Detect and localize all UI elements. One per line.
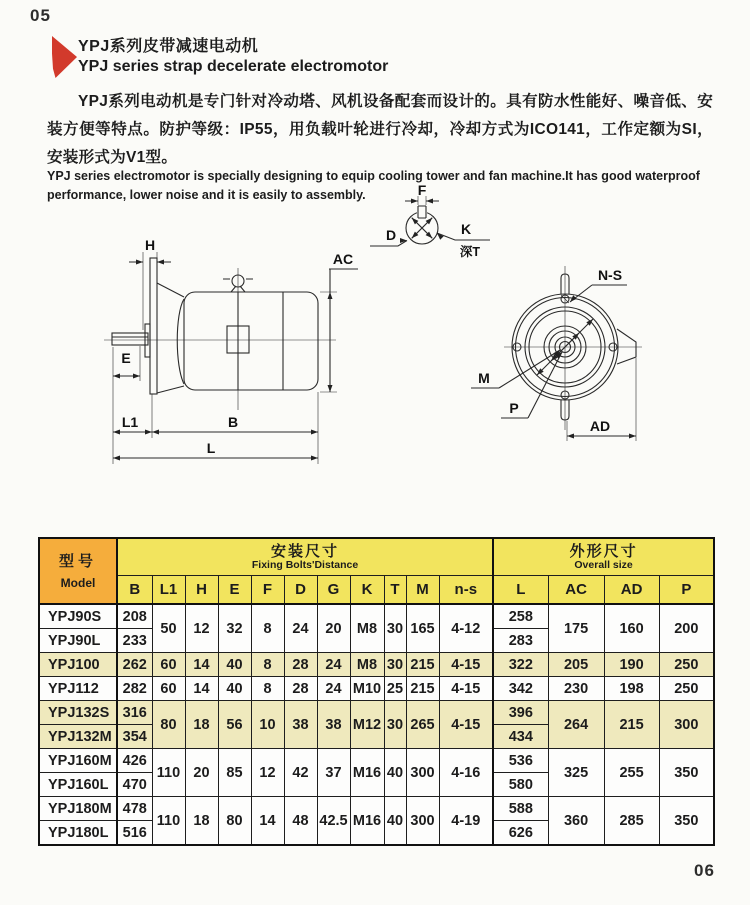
cell-L1: 80 — [152, 701, 185, 749]
cell-AC: 325 — [548, 749, 604, 797]
cell-ns: 4-15 — [439, 701, 493, 749]
cell-T: 30 — [384, 701, 406, 749]
cell-AC: 205 — [548, 653, 604, 677]
cell-L1: 60 — [152, 677, 185, 701]
cell-model: YPJ90L — [39, 629, 117, 653]
cell-ns: 4-12 — [439, 604, 493, 653]
col-header-L1: L1 — [152, 576, 185, 605]
cell-T: 30 — [384, 653, 406, 677]
cell-K: M8 — [350, 604, 384, 653]
dimension-arrowheads — [113, 199, 636, 461]
cell-F: 14 — [251, 797, 284, 846]
cell-model: YPJ160L — [39, 773, 117, 797]
model-header-zh: 型号 — [58, 552, 97, 570]
table-row-YPJ160M — [39, 749, 714, 773]
cell-F: 8 — [251, 653, 284, 677]
cell-M: 265 — [406, 701, 439, 749]
cell-H: 18 — [185, 701, 218, 749]
cell-T: 25 — [384, 677, 406, 701]
cell-H: 18 — [185, 797, 218, 846]
cell-AC: 360 — [548, 797, 604, 846]
cell-L1: 110 — [152, 749, 185, 797]
cell-ns: 4-15 — [439, 677, 493, 701]
column-header-row — [39, 576, 714, 605]
cell-D: 28 — [284, 677, 317, 701]
cell-AD: 255 — [604, 749, 659, 797]
cell-B: 262 — [117, 653, 152, 677]
cell-model: YPJ100 — [39, 653, 117, 677]
group2-zh: 外形尺寸 — [569, 542, 638, 560]
cell-ns: 4-16 — [439, 749, 493, 797]
dim-label-h: H — [144, 237, 156, 253]
dim-label-b: B — [227, 414, 239, 430]
cell-AD: 160 — [604, 604, 659, 653]
col-header-K: K — [350, 576, 384, 605]
cell-L1: 110 — [152, 797, 185, 846]
cell-model: YPJ180M — [39, 797, 117, 821]
cell-model: YPJ180L — [39, 821, 117, 846]
cell-H: 14 — [185, 677, 218, 701]
col-header-M: M — [406, 576, 439, 605]
cell-B: 478 — [117, 797, 152, 821]
page-number-top: 05 — [30, 6, 51, 25]
cell-L: 626 — [493, 821, 548, 846]
group1-en: Fixing Bolts'Distance — [251, 558, 359, 571]
cell-E: 56 — [218, 701, 251, 749]
cell-L: 396 — [493, 701, 548, 725]
cell-E: 85 — [218, 749, 251, 797]
motor-body — [184, 292, 318, 390]
cell-model: YPJ90S — [39, 604, 117, 629]
cell-model: YPJ160M — [39, 749, 117, 773]
col-header-B: B — [117, 576, 152, 605]
cell-D: 48 — [284, 797, 317, 846]
col-header-G: G — [317, 576, 350, 605]
cell-AD: 285 — [604, 797, 659, 846]
page-subtitle: YPJ series strap decelerate electromotor — [78, 58, 389, 75]
cell-AC: 175 — [548, 604, 604, 653]
cell-L: 536 — [493, 749, 548, 773]
cell-G: 24 — [317, 677, 350, 701]
cell-AC: 264 — [548, 701, 604, 749]
cell-D: 24 — [284, 604, 317, 653]
cell-B: 470 — [117, 773, 152, 797]
cell-G: 38 — [317, 701, 350, 749]
model-header-en: Model — [60, 575, 96, 590]
cell-P: 300 — [659, 701, 714, 749]
cell-B: 354 — [117, 725, 152, 749]
table-row-YPJ112 — [39, 677, 714, 701]
col-header-n-s: n-s — [439, 576, 493, 605]
cell-AD: 190 — [604, 653, 659, 677]
cell-L: 342 — [493, 677, 548, 701]
cell-model: YPJ132M — [39, 725, 117, 749]
cell-F: 8 — [251, 604, 284, 653]
cell-T: 30 — [384, 604, 406, 653]
cell-AD: 215 — [604, 701, 659, 749]
cell-T: 40 — [384, 749, 406, 797]
cell-E: 40 — [218, 677, 251, 701]
cell-K: M16 — [350, 749, 384, 797]
cell-M: 215 — [406, 653, 439, 677]
cell-M: 300 — [406, 749, 439, 797]
cell-L1: 60 — [152, 653, 185, 677]
cell-L: 588 — [493, 797, 548, 821]
cell-K: M10 — [350, 677, 384, 701]
dim-label-d: D — [385, 227, 397, 243]
cell-G: 42.5 — [317, 797, 350, 846]
cell-K: M16 — [350, 797, 384, 846]
cell-L1: 50 — [152, 604, 185, 653]
cell-G: 24 — [317, 653, 350, 677]
intro-paragraph-zh: YPJ系列电动机是专门针对冷动塔、风机设备配套而设计的。具有防水性能好、噪音低、安装方便等特点。防护等级：IP55，用负载叶轮进行冷却，冷却方式为ICO141，工作定额为SI，安装形式为V1型。 — [47, 93, 713, 166]
cell-B: 516 — [117, 821, 152, 846]
cell-B: 316 — [117, 701, 152, 725]
cell-P: 200 — [659, 604, 714, 653]
cell-ns: 4-15 — [439, 653, 493, 677]
col-header-E: E — [218, 576, 251, 605]
table-row-YPJ132S — [39, 701, 714, 725]
cell-AC: 230 — [548, 677, 604, 701]
dimension-table — [38, 537, 715, 846]
cell-model: YPJ112 — [39, 677, 117, 701]
col-header-F: F — [251, 576, 284, 605]
cell-P: 250 — [659, 677, 714, 701]
cell-H: 12 — [185, 604, 218, 653]
table-row-YPJ90S — [39, 604, 714, 629]
cell-H: 14 — [185, 653, 218, 677]
cell-B: 233 — [117, 629, 152, 653]
cell-D: 38 — [284, 701, 317, 749]
cell-T: 40 — [384, 797, 406, 846]
overall-size-group-header — [493, 538, 714, 576]
cell-AD: 198 — [604, 677, 659, 701]
table-row-YPJ100 — [39, 653, 714, 677]
cell-G: 20 — [317, 604, 350, 653]
dim-label-p: P — [509, 400, 519, 416]
cell-M: 300 — [406, 797, 439, 846]
cell-F: 8 — [251, 677, 284, 701]
cell-F: 12 — [251, 749, 284, 797]
cell-B: 426 — [117, 749, 152, 773]
red-arrow-marker — [52, 36, 77, 78]
dim-label-ac: AC — [332, 251, 354, 267]
cell-F: 10 — [251, 701, 284, 749]
dim-label-l1: L1 — [121, 414, 139, 430]
dim-label-depth-t: 深T — [459, 245, 481, 259]
cell-L: 580 — [493, 773, 548, 797]
dim-label-l: L — [206, 440, 216, 456]
cell-P: 250 — [659, 653, 714, 677]
col-header-AD: AD — [604, 576, 659, 605]
cell-H: 20 — [185, 749, 218, 797]
table-body — [39, 604, 714, 845]
model-column-header — [39, 538, 117, 604]
cell-L: 258 — [493, 604, 548, 629]
shaft — [112, 333, 148, 345]
cell-E: 40 — [218, 653, 251, 677]
intro-paragraph-en: YPJ series electromotor is specially designing to equip cooling tower and fan machine.It has good waterproof performance, lower noise and it is easily to assembly. — [47, 169, 700, 203]
cell-L: 322 — [493, 653, 548, 677]
cell-P: 350 — [659, 797, 714, 846]
dim-label-k: K — [460, 221, 472, 237]
cell-G: 37 — [317, 749, 350, 797]
dim-label-ns: N-S — [597, 267, 623, 283]
cell-ns: 4-19 — [439, 797, 493, 846]
page-number-bottom: 06 — [694, 861, 715, 880]
col-header-T: T — [384, 576, 406, 605]
table-row-YPJ180M — [39, 797, 714, 821]
cell-L: 283 — [493, 629, 548, 653]
group2-en: Overall size — [574, 558, 633, 571]
cell-M: 215 — [406, 677, 439, 701]
dim-label-m: M — [478, 370, 490, 386]
cell-K: M12 — [350, 701, 384, 749]
col-header-AC: AC — [548, 576, 604, 605]
cell-E: 80 — [218, 797, 251, 846]
dim-label-e: E — [121, 350, 131, 366]
col-header-H: H — [185, 576, 218, 605]
cell-P: 350 — [659, 749, 714, 797]
cell-K: M8 — [350, 653, 384, 677]
page-title: YPJ系列皮带减速电动机 — [78, 38, 259, 55]
cell-D: 28 — [284, 653, 317, 677]
col-header-P: P — [659, 576, 714, 605]
group1-zh: 安装尺寸 — [271, 542, 340, 560]
cell-E: 32 — [218, 604, 251, 653]
cell-model: YPJ132S — [39, 701, 117, 725]
col-header-D: D — [284, 576, 317, 605]
terminal-box-front — [617, 329, 636, 364]
col-header-L: L — [493, 576, 548, 605]
cell-D: 42 — [284, 749, 317, 797]
cell-B: 208 — [117, 604, 152, 629]
dim-label-f: F — [417, 182, 427, 198]
fixing-bolts-group-header — [117, 538, 493, 576]
flange-plate — [150, 258, 157, 394]
cell-L: 434 — [493, 725, 548, 749]
dim-label-ad: AD — [589, 418, 611, 434]
cell-B: 282 — [117, 677, 152, 701]
cell-M: 165 — [406, 604, 439, 653]
